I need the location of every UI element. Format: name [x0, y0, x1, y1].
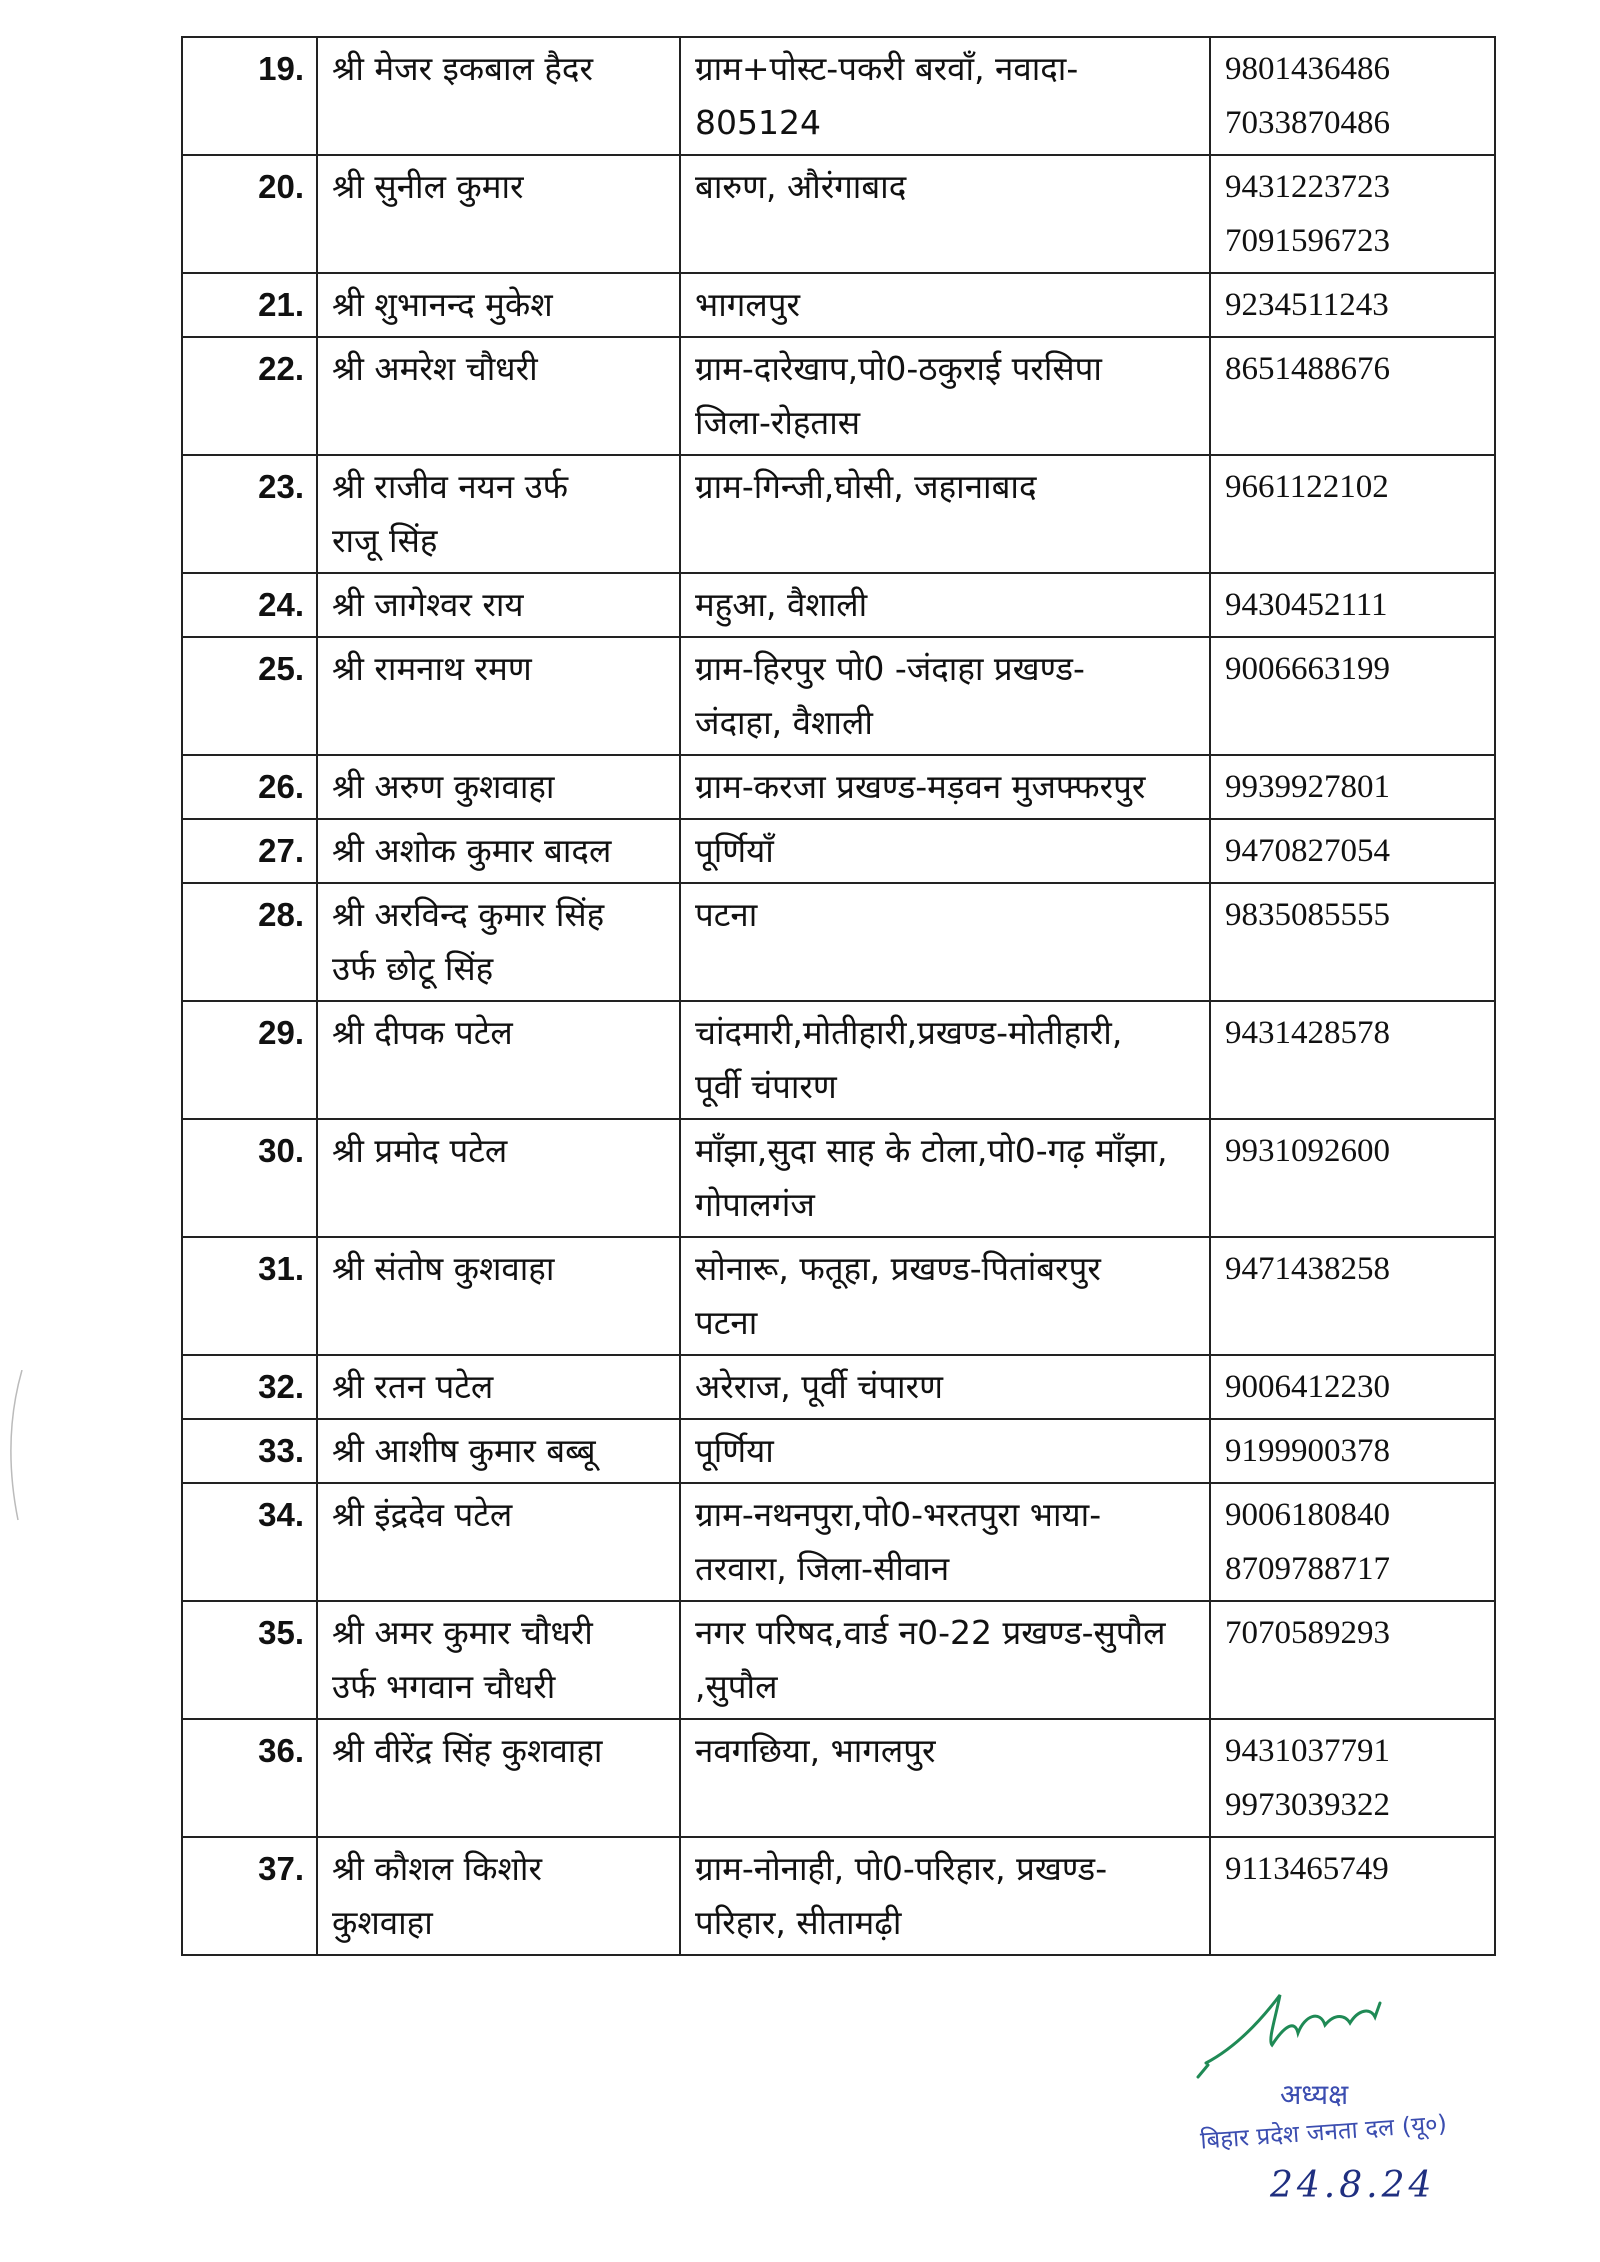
member-address-cell [680, 155, 1210, 273]
member-phone-cell [1210, 155, 1495, 273]
member-address-line: गोपालगंज [695, 1185, 815, 1224]
member-name-line: श्री वीरेंद्र सिंह कुशवाहा [332, 1731, 603, 1770]
table-row [182, 637, 1495, 755]
member-name-cell [317, 1719, 680, 1837]
member-name-cell [317, 1837, 680, 1955]
member-name-cell [317, 883, 680, 1001]
member-phone-line: 9431428578 [1225, 1015, 1390, 1051]
member-name-cell [317, 1483, 680, 1601]
serial-number: 22. [182, 337, 317, 455]
member-address-line: ग्राम-दारेखाप,पो0-ठकुराई परसिपा [695, 349, 1102, 388]
member-phone-line: 9113465749 [1225, 1851, 1389, 1887]
table-row [182, 1483, 1495, 1601]
member-phone-cell [1210, 1001, 1495, 1119]
table-row [182, 1601, 1495, 1719]
serial-number: 26. [182, 755, 317, 819]
member-address-cell [680, 573, 1210, 637]
member-name-line: श्री राजीव नयन उर्फ [332, 467, 569, 506]
member-name-cell [317, 1601, 680, 1719]
table-row [182, 1355, 1495, 1419]
serial-number: 23. [182, 455, 317, 573]
member-name-line: श्री दीपक पटेल [332, 1013, 513, 1052]
member-name-line: श्री प्रमोद पटेल [332, 1131, 508, 1170]
member-address-cell [680, 1237, 1210, 1355]
member-phone-cell [1210, 1355, 1495, 1419]
serial-number: 37. [182, 1837, 317, 1955]
member-address-line: ग्राम-नोनाही, पो0-परिहार, प्रखण्ड- [695, 1849, 1108, 1888]
member-address-line: पूर्वी चंपारण [695, 1067, 837, 1106]
member-phone-line: 9431037791 [1225, 1733, 1390, 1769]
member-name-line: श्री सुनील कुमार [332, 167, 524, 206]
member-phone-line: 9006663199 [1225, 651, 1390, 687]
signature [1170, 1985, 1590, 2105]
member-address-line: ग्राम-करजा प्रखण्ड-मड़वन मुजफ्फरपुर [695, 767, 1146, 806]
serial-number: 20. [182, 155, 317, 273]
table-row [182, 1419, 1495, 1483]
table-row [182, 1237, 1495, 1355]
member-address-line: बारुण, औरंगाबाद [695, 167, 907, 206]
member-name-line: श्री शुभानन्द मुकेश [332, 285, 553, 324]
member-name-line: श्री अरविन्द कुमार सिंह [332, 895, 605, 934]
table-row [182, 155, 1495, 273]
serial-number: 33. [182, 1419, 317, 1483]
table-row [182, 455, 1495, 573]
member-address-cell [680, 337, 1210, 455]
member-phone-line: 9006412230 [1225, 1369, 1390, 1405]
member-address-cell [680, 819, 1210, 883]
member-phone-cell [1210, 1419, 1495, 1483]
member-phone-cell [1210, 1837, 1495, 1955]
member-name-line: श्री आशीष कुमार बब्बू [332, 1431, 596, 1470]
table-row [182, 1837, 1495, 1955]
member-address-cell [680, 637, 1210, 755]
table-row [182, 1119, 1495, 1237]
stamp-date: 24.8.24 [1270, 2165, 1436, 2206]
serial-number: 25. [182, 637, 317, 755]
member-address-cell [680, 1119, 1210, 1237]
member-address-cell [680, 1719, 1210, 1837]
member-phone-cell [1210, 1601, 1495, 1719]
member-address-line: परिहार, सीतामढ़ी [695, 1903, 902, 1942]
member-phone-cell [1210, 273, 1495, 337]
member-name-line: श्री कौशल किशोर [332, 1849, 542, 1888]
member-name-line: उर्फ छोटू सिंह [332, 949, 494, 988]
member-address-cell [680, 883, 1210, 1001]
serial-number: 32. [182, 1355, 317, 1419]
stamp-title: अध्यक्ष [1280, 2078, 1349, 2111]
member-address-line: ग्राम+पोस्ट-पकरी बरवाँ, नवादा- [695, 49, 1079, 88]
member-phone-cell [1210, 1483, 1495, 1601]
member-phone-line: 9199900378 [1225, 1433, 1390, 1469]
member-address-line: ग्राम-हिरपुर पो0 -जंदाहा प्रखण्ड- [695, 649, 1085, 688]
member-address-cell [680, 1837, 1210, 1955]
serial-number: 19. [182, 37, 317, 155]
stamp-organization: बिहार प्रदेश जनता दल (यू०) [1199, 2109, 1448, 2155]
member-phone-line: 9931092600 [1225, 1133, 1390, 1169]
member-name-line: श्री जागेश्वर राय [332, 585, 524, 624]
member-phone-line: 9470827054 [1225, 833, 1390, 869]
table-row [182, 37, 1495, 155]
member-phone-cell [1210, 637, 1495, 755]
member-address-line: पूर्णियाँ [695, 831, 774, 870]
member-address-line: नवगछिया, भागलपुर [695, 1731, 936, 1770]
member-address-line: तरवारा, जिला-सीवान [695, 1549, 950, 1588]
member-address-cell [680, 273, 1210, 337]
member-phone-line: 9234511243 [1225, 287, 1389, 323]
member-address-cell [680, 1419, 1210, 1483]
member-address-line: ग्राम-नथनपुरा,पो0-भरतपुरा भाया- [695, 1495, 1102, 1534]
member-name-line: श्री अमरेश चौधरी [332, 349, 538, 388]
scan-edge-mark [0, 1370, 30, 1530]
table-row [182, 883, 1495, 1001]
member-name-line: श्री रामनाथ रमण [332, 649, 532, 688]
serial-number: 30. [182, 1119, 317, 1237]
signature-stamp [1170, 1985, 1590, 2235]
member-phone-cell [1210, 37, 1495, 155]
member-name-line: श्री अशोक कुमार बादल [332, 831, 612, 870]
member-phone-line: 9835085555 [1225, 897, 1390, 933]
serial-number: 29. [182, 1001, 317, 1119]
member-address-line: 805124 [695, 103, 821, 142]
serial-number: 34. [182, 1483, 317, 1601]
serial-number: 21. [182, 273, 317, 337]
member-phone-cell [1210, 819, 1495, 883]
table-row [182, 819, 1495, 883]
member-phone-line: 9006180840 [1225, 1497, 1390, 1533]
member-address-cell [680, 755, 1210, 819]
member-phone-line: 8709788717 [1225, 1551, 1390, 1587]
member-address-cell [680, 1355, 1210, 1419]
member-address-line: ग्राम-गिन्जी,घोसी, जहानाबाद [695, 467, 1037, 506]
member-name-cell [317, 273, 680, 337]
member-phone-cell [1210, 455, 1495, 573]
member-name-line: श्री मेजर इकबाल हैदर [332, 49, 593, 88]
member-phone-line: 9801436486 [1225, 51, 1390, 87]
member-name-line: श्री इंद्रदेव पटेल [332, 1495, 513, 1534]
member-address-line: माँझा,सुदा साह के टोला,पो0-गढ़ माँझा, [695, 1131, 1168, 1170]
table-row [182, 573, 1495, 637]
member-name-line: श्री संतोष कुशवाहा [332, 1249, 555, 1288]
serial-number: 35. [182, 1601, 317, 1719]
member-phone-cell [1210, 573, 1495, 637]
member-address-line: पटना [695, 895, 758, 934]
member-name-line: कुशवाहा [332, 1903, 433, 1942]
member-address-line: नगर परिषद,वार्ड न0-22 प्रखण्ड-सुपौल [695, 1613, 1166, 1652]
member-phone-line: 9471438258 [1225, 1251, 1390, 1287]
member-address-line: चांदमारी,मोतीहारी,प्रखण्ड-मोतीहारी, [695, 1013, 1123, 1052]
member-phone-line: 9431223723 [1225, 169, 1390, 205]
member-name-cell [317, 1237, 680, 1355]
member-address-line: भागलपुर [695, 285, 800, 324]
member-name-cell [317, 455, 680, 573]
member-name-cell [317, 637, 680, 755]
member-phone-cell [1210, 1119, 1495, 1237]
serial-number: 24. [182, 573, 317, 637]
member-address-line: पटना [695, 1303, 758, 1342]
member-address-line: पूर्णिया [695, 1431, 774, 1470]
member-phone-cell [1210, 337, 1495, 455]
member-phone-line: 7033870486 [1225, 105, 1390, 141]
member-address-cell [680, 1601, 1210, 1719]
member-address-line: सोनारू, फतूहा, प्रखण्ड-पितांबरपुर [695, 1249, 1101, 1288]
member-phone-cell [1210, 883, 1495, 1001]
member-name-line: श्री अरुण कुशवाहा [332, 767, 555, 806]
member-address-line: जंदाहा, वैशाली [695, 703, 873, 742]
table-row [182, 273, 1495, 337]
member-name-cell [317, 37, 680, 155]
serial-number: 36. [182, 1719, 317, 1837]
member-table-body [182, 37, 1495, 1955]
serial-number: 28. [182, 883, 317, 1001]
table-row [182, 1719, 1495, 1837]
member-name-cell [317, 1355, 680, 1419]
member-address-line: महुआ, वैशाली [695, 585, 868, 624]
member-phone-line: 9973039322 [1225, 1787, 1390, 1823]
serial-number: 31. [182, 1237, 317, 1355]
member-address-line: जिला-रोहतास [695, 403, 861, 442]
member-phone-line: 8651488676 [1225, 351, 1390, 387]
member-name-cell [317, 819, 680, 883]
member-phone-line: 7070589293 [1225, 1615, 1390, 1651]
member-phone-line: 7091596723 [1225, 223, 1390, 259]
member-name-cell [317, 1419, 680, 1483]
table-row [182, 1001, 1495, 1119]
member-phone-line: 9430452111 [1225, 587, 1388, 623]
member-name-cell [317, 337, 680, 455]
member-name-line: उर्फ भगवान चौधरी [332, 1667, 556, 1706]
member-name-cell [317, 155, 680, 273]
member-name-cell [317, 1119, 680, 1237]
table-row [182, 755, 1495, 819]
member-phone-line: 9661122102 [1225, 469, 1389, 505]
table-row [182, 337, 1495, 455]
member-phone-cell [1210, 1237, 1495, 1355]
member-name-cell [317, 755, 680, 819]
member-phone-cell [1210, 755, 1495, 819]
member-name-line: श्री अमर कुमार चौधरी [332, 1613, 593, 1652]
member-phone-cell [1210, 1719, 1495, 1837]
member-name-line: राजू सिंह [332, 521, 438, 560]
member-address-cell [680, 1483, 1210, 1601]
member-table [181, 36, 1496, 1956]
member-address-cell [680, 1001, 1210, 1119]
serial-number: 27. [182, 819, 317, 883]
member-name-cell [317, 573, 680, 637]
member-address-line: ,सुपौल [695, 1667, 778, 1706]
member-name-line: श्री रतन पटेल [332, 1367, 494, 1406]
member-phone-line: 9939927801 [1225, 769, 1390, 805]
member-address-cell [680, 37, 1210, 155]
member-name-cell [317, 1001, 680, 1119]
member-address-cell [680, 455, 1210, 573]
member-address-line: अरेराज, पूर्वी चंपारण [695, 1367, 943, 1406]
